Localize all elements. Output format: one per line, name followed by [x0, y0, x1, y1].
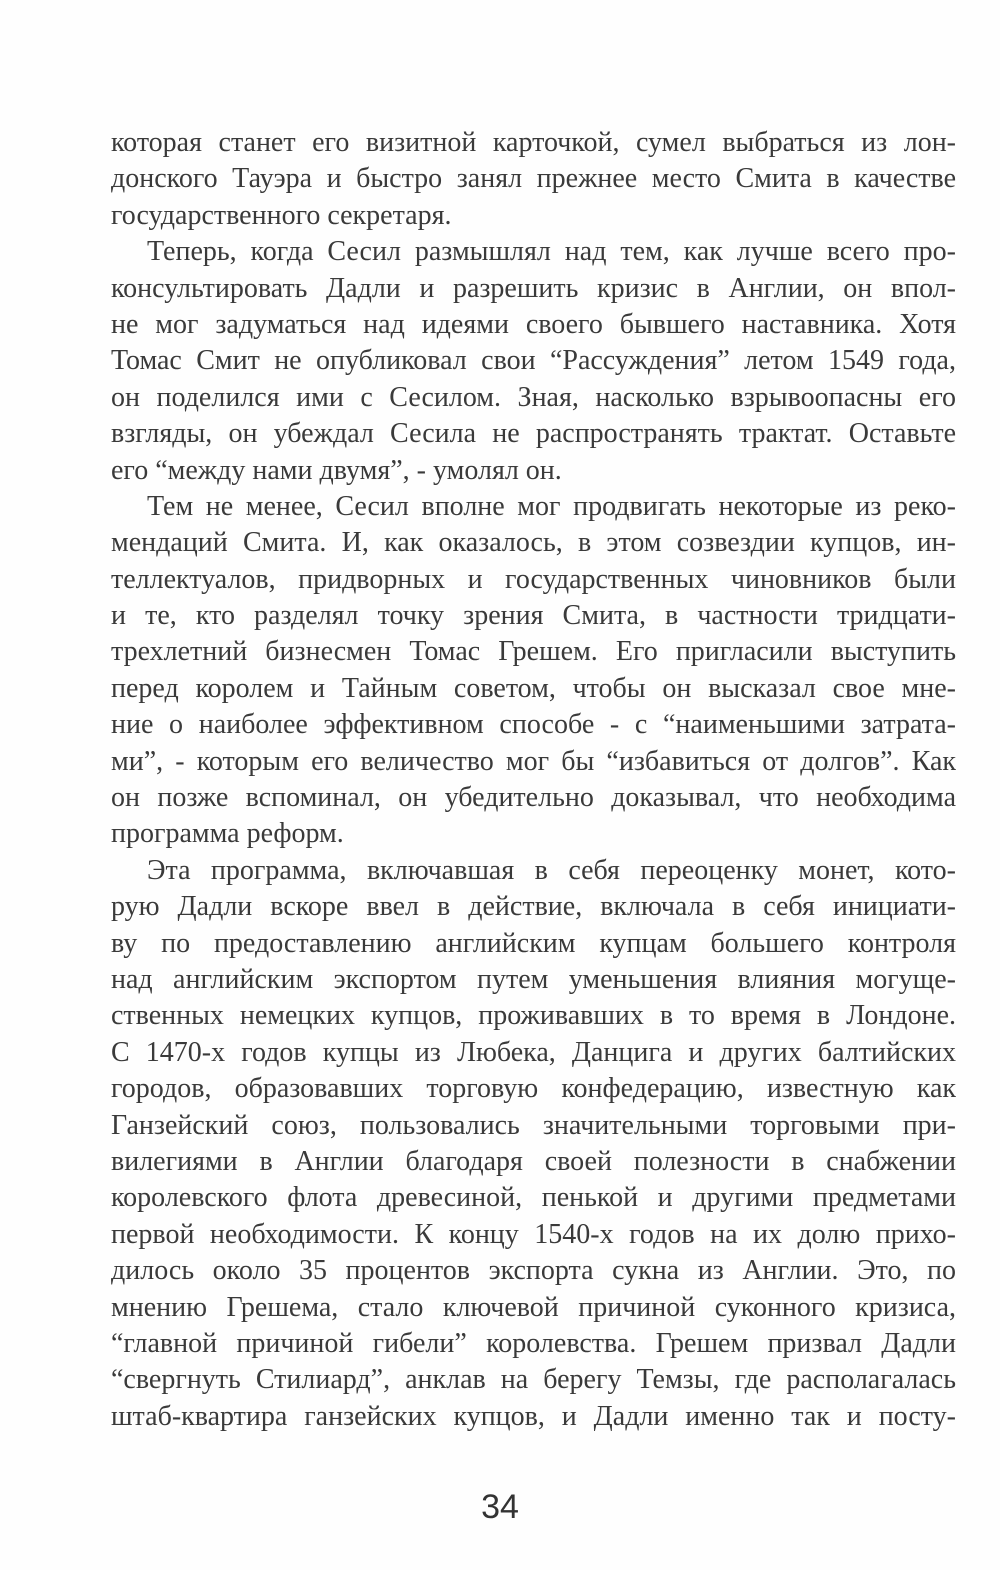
text-line: мендаций Смита. И, как оказалось, в этом созвездии купцов, ин-	[111, 527, 956, 559]
text-line: взгляды, он убеждал Сесила не распространять трактат. Оставьте	[111, 418, 956, 450]
text-line: дилось около 35 процентов экспорта сукна из Англии. Это, по	[111, 1255, 956, 1287]
text-line: городов, образовавших торговую конфедерацию, известную как	[111, 1073, 956, 1105]
text-line: он поделился ими с Сесилом. Зная, насколько взрывоопасны его	[111, 381, 956, 413]
text-line: которая станет его визитной карточкой, сумел выбраться из лон-	[111, 127, 956, 158]
text-line: Тем не менее, Сесил вполне мог продвигать некоторые из реко-	[147, 490, 956, 522]
text-line: и те, кто разделял точку зрения Смита, в частности тридцати-	[111, 600, 956, 632]
text-line: программа реформ.	[111, 818, 344, 850]
text-line: трехлетний бизнесмен Томас Грешем. Его пригласили выступить	[111, 636, 956, 668]
text-line: рую Дадли вскоре ввел в действие, включала в себя инициати-	[111, 891, 956, 923]
text-line: государственного секретаря.	[111, 199, 452, 231]
text-line: консультировать Дадли и разрешить кризис в Англии, он впол-	[111, 272, 956, 304]
text-line: донского Тауэра и быстро занял прежнее место Смита в качестве	[111, 163, 956, 195]
text-line: штаб-квартира ганзейских купцов, и Дадли именно так и посту-	[111, 1400, 956, 1432]
text-line: он позже вспоминал, он убедительно доказывал, что необходима	[111, 782, 956, 814]
text-line: Ганзейский союз, пользовались значительными торговыми при-	[111, 1109, 956, 1141]
text-line: его “между нами двумя”, - умолял он.	[111, 454, 562, 486]
text-line: Эта программа, включавшая в себя переоценку монет, кото-	[147, 854, 956, 886]
text-line: не мог задуматься над идеями своего бывшего наставника. Хотя	[111, 308, 956, 340]
text-line: вилегиями в Англии благодаря своей полезности в снабжении	[111, 1145, 956, 1177]
text-line: “главной причиной гибели” королевства. Грешем призвал Дадли	[111, 1327, 956, 1359]
text-line: мнению Грешема, стало ключевой причиной суконного кризиса,	[111, 1291, 956, 1323]
text-line: первой необходимости. К концу 1540-х годов на их долю прихо-	[111, 1218, 956, 1250]
text-line: С 1470-х годов купцы из Любека, Данцига и других балтийских	[111, 1036, 956, 1068]
page-number: 34	[481, 1488, 519, 1526]
text-line: над английским экспортом путем уменьшения влияния могуще-	[111, 963, 956, 995]
text-line: Теперь, когда Сесил размышлял над тем, как лучше всего про-	[147, 236, 956, 268]
body-text	[111, 125, 956, 1435]
text-line: Томас Смит не опубликовал свои “Рассуждения” летом 1549 года,	[111, 345, 956, 377]
text-line: ственных немецких купцов, проживавших в то время в Лондоне.	[111, 1000, 956, 1032]
text-line: перед королем и Тайным советом, чтобы он высказал свое мне-	[111, 672, 956, 704]
text-line: ву по предоставлению английским купцам большего контроля	[111, 927, 956, 959]
text-line: “свергнуть Стилиард”, анклав на берегу Темзы, где располагалась	[111, 1364, 956, 1396]
text-line: ми”, - которым его величество мог бы “избавиться от долгов”. Как	[111, 745, 956, 777]
text-line: ние о наиболее эффективном способе - с “наименьшими затрата-	[111, 709, 956, 741]
text-line: королевского флота древесиной, пенькой и другими предметами	[111, 1182, 956, 1214]
text-line: теллектуалов, придворных и государственных чиновников были	[111, 563, 956, 595]
